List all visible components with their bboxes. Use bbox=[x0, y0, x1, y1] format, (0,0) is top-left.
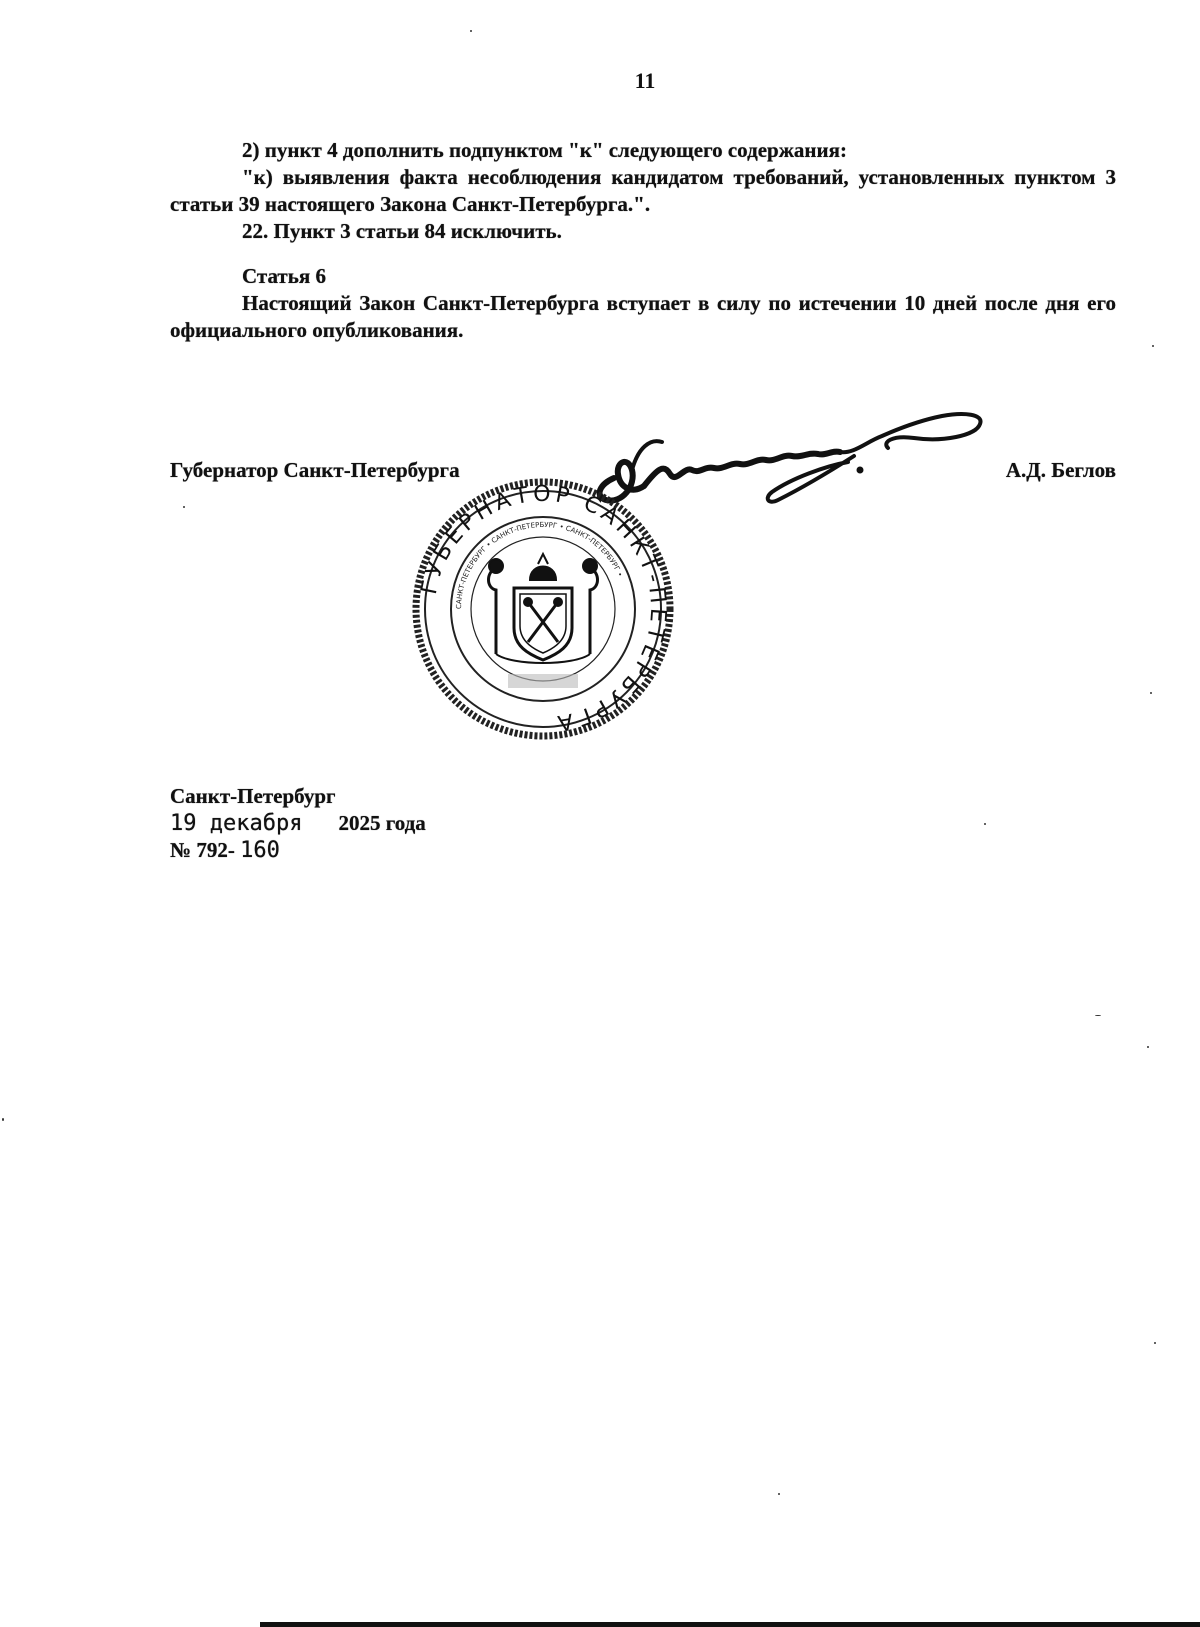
scan-speck bbox=[2, 1118, 4, 1121]
coat-of-arms-icon bbox=[489, 554, 598, 663]
date-day-month: 19 декабря bbox=[170, 811, 303, 836]
number-prefix: № 792- bbox=[170, 838, 235, 862]
scan-speck bbox=[1150, 692, 1152, 694]
scan-speck bbox=[1095, 1015, 1101, 1016]
scan-speck bbox=[778, 1493, 780, 1495]
page-number: 11 bbox=[634, 68, 656, 93]
official-seal bbox=[412, 478, 674, 740]
signatory-name: А.Д. Беглов bbox=[1005, 458, 1116, 482]
paragraph-1: 2) пункт 4 дополнить подпунктом "к" следующего содержания: bbox=[242, 138, 847, 162]
paragraph-2: "к) выявления факта несоблюдения кандидатом требований, установленных пунктом 3 статьи 39 настоящего Закона Санкт-Петербурга.". bbox=[170, 165, 1116, 216]
paragraph-3: 22. Пункт 3 статьи 84 исключить. bbox=[242, 219, 562, 243]
date-year: 2025 года bbox=[338, 811, 426, 835]
article-heading: Статья 6 bbox=[242, 264, 326, 288]
city: Санкт-Петербург bbox=[170, 784, 336, 808]
seal-outer-text: ГУБЕРНАТОР САНКТ-ПЕТЕРБУРГА bbox=[416, 481, 671, 736]
signatory-title: Губернатор Санкт-Петербурга bbox=[170, 458, 460, 482]
number-suffix: 160 bbox=[240, 838, 280, 863]
article-text: Настоящий Закон Санкт-Петербурга вступает в силу по истечении 10 дней после дня его официального опубликования. bbox=[170, 291, 1116, 342]
document-body bbox=[170, 137, 1116, 344]
document-number bbox=[170, 837, 426, 864]
place-and-date bbox=[170, 783, 426, 864]
scan-edge-line bbox=[260, 1622, 1200, 1627]
seal-inner-text: САНКТ-ПЕТЕРБУРГ • САНКТ-ПЕТЕРБУРГ • САНКТ-ПЕТЕРБУРГ • bbox=[454, 520, 625, 610]
scan-speck bbox=[183, 506, 185, 508]
scan-speck bbox=[1152, 345, 1154, 347]
date-line bbox=[170, 810, 426, 837]
spacer bbox=[170, 245, 1116, 263]
scan-speck bbox=[984, 823, 986, 825]
scan-speck bbox=[1154, 1342, 1156, 1344]
scan-speck bbox=[1147, 1046, 1149, 1048]
scan-speck bbox=[470, 30, 472, 32]
